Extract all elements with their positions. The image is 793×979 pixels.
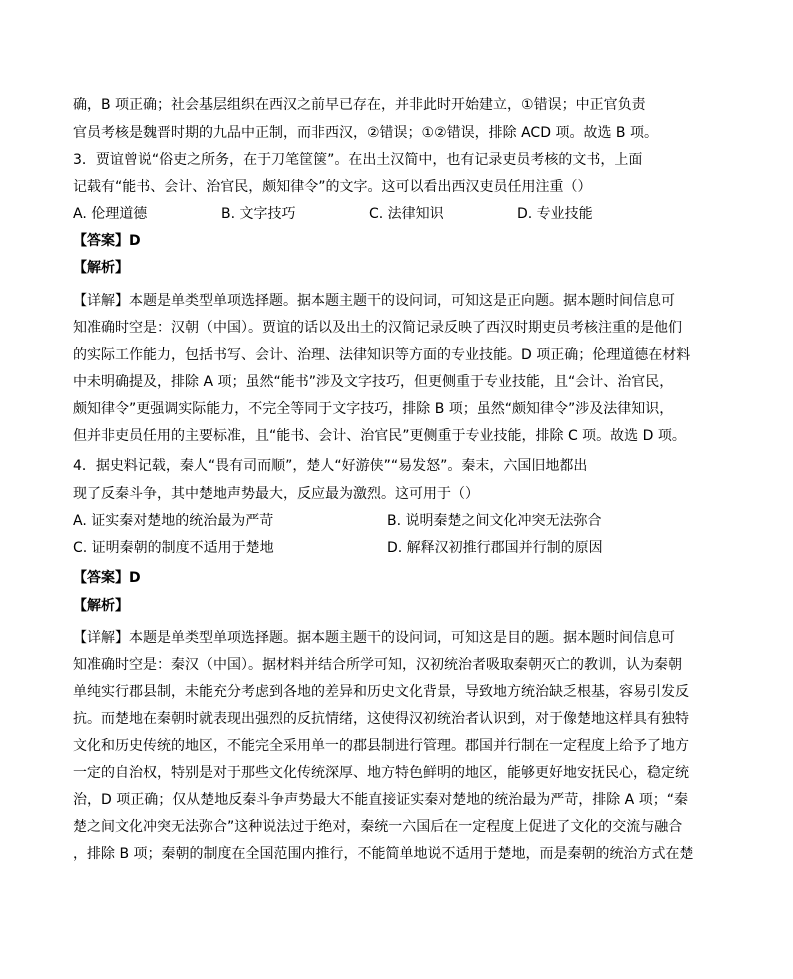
q4-stem-line-1: 4．据史料记载，秦人“畏有司而顺”，楚人“好游侠”“易发怒”。秦末，六国旧地都出 <box>73 458 588 474</box>
q4-detail-line-7: 治，D 项正确；仅从楚地反秦斗争声势最大不能直接证实秦对楚地的统治最为严苛，排除 A 项；“秦 <box>73 792 688 808</box>
q3-stem-line-2: 记载有“能书、会计、治官民，颇知律令”的文字。这可以看出西汉吏员任用注重（） <box>73 179 592 195</box>
q3-option-b: B. 文字技巧 <box>221 206 296 222</box>
q4-detail-line-6: 一定的自治权，特别是对于那些文化传统深厚、地方特色鲜明的地区，能够更好地安抚民心，稳定统 <box>73 765 689 781</box>
q3-answer: 【答案】D <box>73 233 141 249</box>
q3-option-d: D. 专业技能 <box>517 206 593 222</box>
q3-detail-line-5: 颇知律令”更强调实际能力，不完全等同于文字技巧，排除 B 项；虽然“颇知律令”涉及法律知识， <box>73 401 674 417</box>
q4-detail-line-5: 文化和历史传统的地区，不能完全采用单一的郡县制进行管理。郡国并行制在一定程度上给予了地方 <box>73 738 689 754</box>
q4-option-d: D. 解释汉初推行郡国并行制的原因 <box>387 540 603 556</box>
q4-detail-line-1: 【详解】本题是单类型单项选择题。据本题主题干的设问词，可知这是目的题。据本题时间信息可 <box>73 630 675 646</box>
q3-detail-line-1: 【详解】本题是单类型单项选择题。据本题主题干的设问词，可知这是正向题。据本题时间信息可 <box>73 293 675 309</box>
q3-option-a: A. 伦理道德 <box>73 206 148 222</box>
q3-analysis-label: 【解析】 <box>73 260 129 276</box>
q4-option-c: C. 证明秦朝的制度不适用于楚地 <box>73 540 274 556</box>
q3-detail-line-3: 的实际工作能力，包括书写、会计、治理、法律知识等方面的专业技能。D 项正确；伦理道德在材料 <box>73 347 691 363</box>
q4-answer: 【答案】D <box>73 570 141 586</box>
q3-detail-line-6: 但并非吏员任用的主要标准，且“能书、会计、治官民”更侧重于专业技能，排除 C 项。故选 D 项。 <box>73 428 686 444</box>
q4-analysis-label: 【解析】 <box>73 598 129 614</box>
q4-detail-line-9: ，排除 B 项；秦朝的制度在全国范围内推行，不能简单地说不适用于楚地，而是秦朝的统治方式在楚 <box>73 846 694 862</box>
q4-option-a: A. 证实秦对楚地的统治最为严苛 <box>73 513 274 529</box>
q4-detail-line-3: 单纯实行郡县制，未能充分考虑到各地的差异和历史文化背景，导致地方统治缺乏根基，容易引发反 <box>73 684 689 700</box>
prev-analysis-line-2: 官员考核是魏晋时期的九品中正制，而非西汉，②错误；①②错误，排除 ACD 项。故选 B 项。 <box>73 125 658 141</box>
q4-detail-line-4: 抗。而楚地在秦朝时就表现出强烈的反抗情绪，这使得汉初统治者认识到，对于像楚地这样具有独特 <box>73 711 689 727</box>
prev-analysis-line-1: 确，B 项正确；社会基层组织在西汉之前早已存在，并非此时开始建立，①错误；中正官负责 <box>73 97 646 113</box>
q4-detail-line-8: 楚之间文化冲突无法弥合”这种说法过于绝对，秦统一六国后在一定程度上促进了文化的交流与融合 <box>73 819 683 835</box>
q4-detail-line-2: 知准确时空是：秦汉（中国）。据材料并结合所学可知，汉初统治者吸取秦朝灭亡的教训，认为秦朝 <box>73 657 682 673</box>
q3-stem-line-1: 3．贾谊曾说“俗吏之所务，在于刀笔筐箧”。在出土汉简中，也有记录吏员考核的文书，上面 <box>73 152 643 168</box>
q4-option-b: B. 说明秦楚之间文化冲突无法弥合 <box>387 513 602 529</box>
q4-stem-line-2: 现了反秦斗争，其中楚地声势最大，反应最为激烈。这可用于（） <box>73 486 479 502</box>
q3-detail-line-2: 知准确时空是：汉朝（中国）。贾谊的话以及出土的汉简记录反映了西汉时期吏员考核注重的是他们 <box>73 320 682 336</box>
q3-detail-line-4: 中未明确提及，排除 A 项；虽然“能书”涉及文字技巧，但更侧重于专业技能，且“会计、治官民， <box>73 374 674 390</box>
q3-option-c: C. 法律知识 <box>369 206 444 222</box>
